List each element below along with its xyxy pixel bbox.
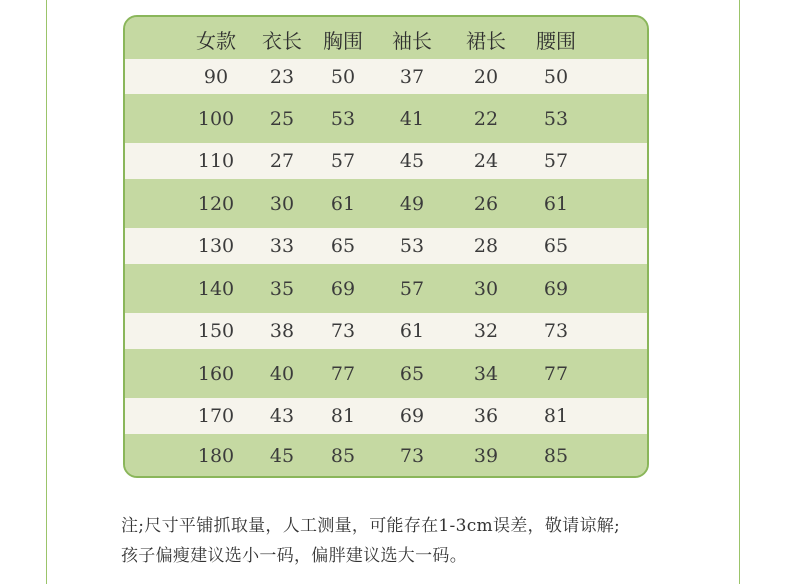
table-row [125, 349, 647, 398]
fit-advice-note: 孩子偏瘦建议选小一码，偏胖建议选大一码。 [121, 546, 467, 566]
table-cell: 24 [473, 150, 499, 172]
measurement-note: 注;尺寸平铺抓取量，人工测量，可能存在1-3cm误差，敬请谅解; [121, 516, 621, 536]
table-cell: 81 [330, 405, 356, 427]
table-row [125, 434, 647, 478]
table-cell: 57 [330, 150, 356, 172]
table-cell: 61 [399, 320, 425, 342]
table-cell: 85 [330, 445, 356, 467]
table-row [125, 143, 647, 179]
table-cell: 73 [399, 445, 425, 467]
table-row [125, 94, 647, 143]
table-cell: 90 [203, 66, 229, 88]
table-header-cell: 衣长 [262, 29, 302, 53]
table-cell: 37 [399, 66, 425, 88]
table-cell: 41 [399, 108, 425, 130]
table-row [125, 179, 647, 228]
table-cell: 45 [269, 445, 295, 467]
table-cell: 130 [197, 235, 235, 257]
table-cell: 33 [269, 235, 295, 257]
table-cell: 65 [399, 363, 425, 385]
table-header-cell: 女款 [196, 29, 236, 53]
table-header-cell: 腰围 [536, 29, 576, 53]
table-cell: 30 [269, 193, 295, 215]
table-cell: 53 [330, 108, 356, 130]
table-cell: 150 [197, 320, 235, 342]
table-cell: 69 [330, 278, 356, 300]
table-cell: 170 [197, 405, 235, 427]
table-cell: 22 [473, 108, 499, 130]
table-cell: 65 [543, 235, 569, 257]
table-cell: 20 [473, 66, 499, 88]
table-cell: 30 [473, 278, 499, 300]
table-cell: 40 [269, 363, 295, 385]
table-row [125, 398, 647, 434]
table-header-row [125, 17, 647, 59]
table-header-cell: 袖长 [392, 29, 432, 53]
size-chart-table [123, 15, 649, 478]
table-cell: 100 [197, 108, 235, 130]
table-cell: 65 [330, 235, 356, 257]
table-cell: 34 [473, 363, 499, 385]
table-cell: 61 [543, 193, 569, 215]
table-header-cell: 裙长 [466, 29, 506, 53]
table-cell: 61 [330, 193, 356, 215]
table-cell: 85 [543, 445, 569, 467]
table-cell: 73 [330, 320, 356, 342]
table-cell: 160 [197, 363, 235, 385]
table-cell: 43 [269, 405, 295, 427]
table-row [125, 59, 647, 94]
table-cell: 81 [543, 405, 569, 427]
table-cell: 23 [269, 66, 295, 88]
table-cell: 36 [473, 405, 499, 427]
table-cell: 180 [197, 445, 235, 467]
table-cell: 57 [543, 150, 569, 172]
table-cell: 73 [543, 320, 569, 342]
table-cell: 120 [197, 193, 235, 215]
table-header-cell: 胸围 [323, 29, 363, 53]
table-cell: 28 [473, 235, 499, 257]
table-cell: 53 [399, 235, 425, 257]
table-cell: 26 [473, 193, 499, 215]
table-cell: 69 [399, 405, 425, 427]
table-cell: 39 [473, 445, 499, 467]
table-cell: 69 [543, 278, 569, 300]
table-cell: 27 [269, 150, 295, 172]
table-row [125, 264, 647, 313]
table-cell: 140 [197, 278, 235, 300]
table-cell: 77 [330, 363, 356, 385]
table-cell: 35 [269, 278, 295, 300]
table-cell: 57 [399, 278, 425, 300]
table-cell: 25 [269, 108, 295, 130]
table-row [125, 313, 647, 349]
table-cell: 45 [399, 150, 425, 172]
table-cell: 50 [543, 66, 569, 88]
table-row [125, 228, 647, 264]
table-cell: 32 [473, 320, 499, 342]
table-cell: 110 [197, 150, 235, 172]
table-cell: 38 [269, 320, 295, 342]
table-cell: 50 [330, 66, 356, 88]
table-cell: 53 [543, 108, 569, 130]
table-cell: 49 [399, 193, 425, 215]
table-cell: 77 [543, 363, 569, 385]
